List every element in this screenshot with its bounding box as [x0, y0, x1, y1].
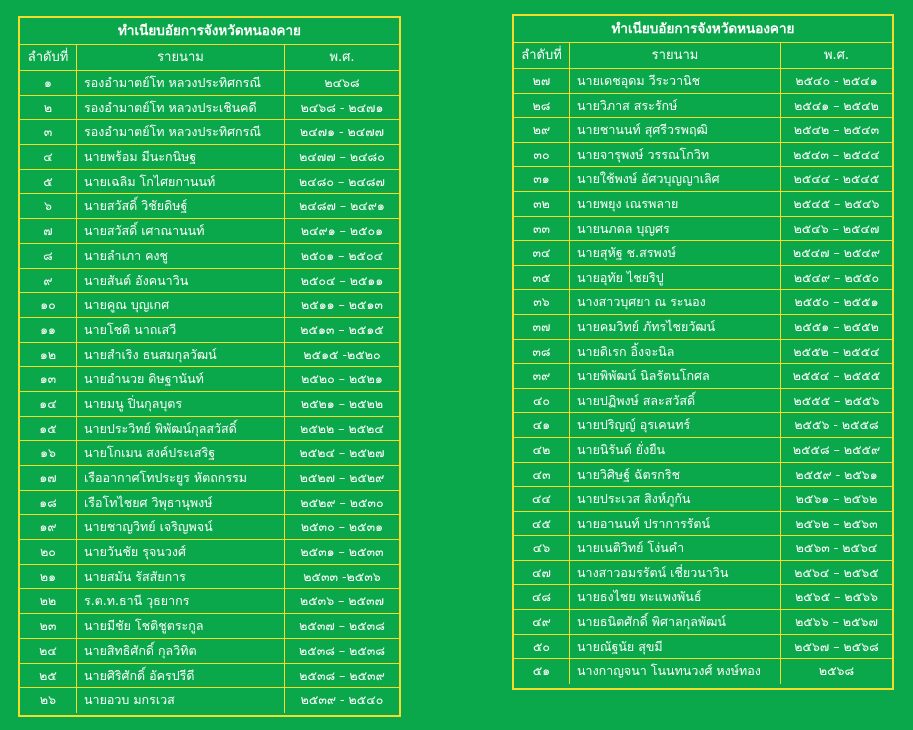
cell-year: ๒๕๑๑ – ๒๕๑๓	[301, 297, 383, 313]
table-row	[514, 290, 892, 315]
cell-year: ๒๔๗๗ – ๒๔๘๐	[299, 149, 385, 165]
cell-name: นายโชติ นาถเสวี	[77, 318, 285, 342]
cell-order: ๓๕	[514, 266, 570, 290]
cell-year: ๒๕๕๔ – ๒๕๕๕	[792, 368, 881, 384]
cell-order: ๒๑	[20, 565, 77, 589]
table-row	[514, 94, 892, 119]
cell-year: ๒๕๑๓ – ๒๕๑๕	[300, 321, 384, 337]
cell-name: นายเดชอุดม วีระวานิช	[570, 69, 781, 93]
cell-name: นายลำเภา คงชู	[77, 244, 285, 268]
table-row	[514, 561, 892, 586]
cell-name: ร.ต.ท.ธานี วุธยากร	[77, 589, 285, 613]
cell-name: นายชาญวิทย์ เจริญพจน์	[77, 515, 285, 539]
table-row	[514, 536, 892, 561]
header-year: พ.ศ.	[823, 48, 850, 63]
cell-order: ๒๐	[20, 540, 77, 564]
table-row	[514, 438, 892, 463]
table-row	[20, 96, 399, 121]
cell-name: นายมีชัย โชติชูตระกูล	[77, 614, 285, 638]
cell-year: ๒๕๖๔ – ๒๕๖๕	[794, 564, 879, 580]
cell-year: ๒๕๕๖ - ๒๕๕๘	[794, 417, 879, 433]
table-row	[20, 392, 399, 417]
cell-name: นายสิทธิศักดิ์ กุลวิทิต	[77, 639, 285, 663]
cell-year: ๒๕๒๑ – ๒๕๒๒	[300, 395, 384, 411]
cell-name: นายปฏิพงษ์ สละสวัสดิ์	[570, 389, 781, 413]
cell-order: ๓๖	[514, 290, 570, 314]
header-name: รายนาม	[77, 45, 285, 70]
cell-order: ๔๓	[514, 463, 570, 487]
table-row	[20, 367, 399, 392]
table-row	[20, 71, 399, 96]
cell-year: ๒๕๐๔ – ๒๕๑๑	[300, 272, 384, 288]
cell-name: นายวิศิษฐ์ ฉัตรกริช	[570, 463, 781, 487]
cell-name: นายสุหัฐ ช.สรพงษ์	[570, 241, 781, 265]
cell-order: ๓๑	[514, 167, 570, 191]
cell-year: ๒๕๓๓ -๒๕๓๖	[303, 568, 381, 584]
cell-order: ๗	[20, 219, 77, 243]
table-title: ทำเนียบอัยการจังหวัดหนองคาย	[514, 16, 892, 43]
cell-order: ๓๔	[514, 241, 570, 265]
cell-order: ๔๔	[514, 487, 570, 511]
cell-name: รองอำมาตย์โท หลวงประทิศกรณี	[77, 120, 285, 144]
table-row	[20, 441, 399, 466]
table-row	[20, 614, 399, 639]
cell-year: ๒๕๔๑ – ๒๕๔๒	[794, 97, 879, 113]
table-body	[20, 71, 399, 713]
cell-order: ๔	[20, 145, 77, 169]
table-row	[20, 565, 399, 590]
cell-order: ๔๒	[514, 438, 570, 462]
cell-order: ๓๗	[514, 315, 570, 339]
cell-order: ๒๒	[20, 589, 77, 613]
cell-order: ๔๘	[514, 585, 570, 609]
cell-year: ๒๕๖๑ – ๒๕๖๒	[795, 491, 878, 507]
cell-name: รองอำมาตย์โท หลวงประทิศกรณี	[77, 71, 285, 95]
table-row	[514, 364, 892, 389]
cell-year: ๒๕๒๒ – ๒๕๒๔	[300, 420, 384, 436]
table-row	[20, 343, 399, 368]
cell-order: ๑๒	[20, 343, 77, 367]
cell-name: นายสวัสดิ์ เศาณานนท์	[77, 219, 285, 243]
cell-year: ๒๕๖๕ – ๒๕๖๖	[795, 589, 878, 605]
table-row	[20, 688, 399, 713]
cell-year: ๒๕๕๒ – ๒๕๕๔	[793, 343, 880, 359]
cell-name: นายจารุพงษ์ วรรณโกวิท	[570, 143, 781, 167]
cell-name: นายประเวส สิงห์ภูกัน	[570, 487, 781, 511]
table-row	[20, 664, 399, 689]
table-row	[20, 145, 399, 170]
cell-name: นายคมวิทย์ ภัทรไชยวัฒน์	[570, 315, 781, 339]
cell-order: ๒๙	[514, 118, 570, 142]
cell-order: ๓๐	[514, 143, 570, 167]
header-year: พ.ศ.	[329, 50, 355, 65]
cell-name: นายศิริศักดิ์ อัครปรีดี	[77, 664, 285, 688]
cell-order: ๑๓	[20, 367, 77, 391]
cell-order: ๑๖	[20, 441, 77, 465]
cell-year: ๒๕๕๐ – ๒๕๕๑	[794, 294, 879, 310]
table-row	[20, 318, 399, 343]
cell-name: นายพิพัฒน์ นิลรัตนโกศล	[570, 364, 781, 388]
cell-year: ๒๕๔๗ – ๒๕๔๙	[792, 245, 881, 261]
cell-order: ๒	[20, 96, 77, 120]
cell-order: ๔๐	[514, 389, 570, 413]
table-row	[514, 118, 892, 143]
table-header	[514, 43, 892, 69]
cell-order: ๓๓	[514, 217, 570, 241]
cell-order: ๑๙	[20, 515, 77, 539]
header-order: ลำดับที่	[514, 43, 570, 68]
cell-name: เรือโทไชยศ วิพุธานุพงษ์	[77, 491, 285, 515]
cell-order: ๑๔	[20, 392, 77, 416]
table-row	[514, 413, 892, 438]
cell-year: ๒๕๓๘ – ๒๕๓๙	[299, 667, 385, 683]
cell-order: ๘	[20, 244, 77, 268]
table-row	[20, 491, 399, 516]
table-row	[514, 192, 892, 217]
cell-year: ๒๕๕๕ – ๒๕๕๖	[793, 392, 880, 408]
cell-name: นางสาวบุศยา ณ ระนอง	[570, 290, 781, 314]
table-row	[514, 635, 892, 660]
cell-name: นายสันต์ อังคนาวิน	[77, 269, 285, 293]
cell-name: เรืออากาศโทประยูร หัตถกรรม	[77, 466, 285, 490]
cell-order: ๒๔	[20, 639, 77, 663]
cell-order: ๒๘	[514, 94, 570, 118]
cell-order: ๒๗	[514, 69, 570, 93]
cell-year: ๒๕๕๙ - ๒๕๖๑	[795, 466, 878, 482]
cell-year: ๒๕๔๐ - ๒๕๔๑	[795, 73, 878, 88]
cell-year: ๒๔๙๑ – ๒๕๐๑	[300, 223, 384, 239]
cell-year: ๒๕๖๖ – ๒๕๖๗	[795, 614, 878, 630]
cell-name: นายอานนท์ ปราการรัตน์	[570, 512, 781, 536]
cell-year: ๒๕๔๔ - ๒๕๔๕	[793, 171, 880, 187]
cell-order: ๓	[20, 120, 77, 144]
cell-year: ๒๕๒๙ – ๒๕๓๐	[300, 494, 384, 510]
table-header	[20, 45, 399, 71]
cell-name: นางสาวอมรรัตน์ เชี่ยวนาวิน	[570, 561, 781, 585]
table-row	[514, 463, 892, 488]
table-row	[514, 487, 892, 512]
table-row	[514, 266, 892, 291]
cell-name: นายเฉลิม โกไศยกานนท์	[77, 170, 285, 194]
cell-order: ๑๗	[20, 466, 77, 490]
table-body	[514, 69, 892, 684]
cell-year: ๒๕๓๗ – ๒๕๓๘	[299, 618, 385, 634]
table-row	[514, 69, 892, 94]
cell-name: นายประวิทย์ พิพัฒน์กุลสวัสดิ์	[77, 417, 285, 441]
cell-order: ๒๖	[20, 688, 77, 713]
cell-order: ๑๑	[20, 318, 77, 342]
cell-year: ๒๕๕๑ – ๒๕๕๒	[794, 318, 879, 334]
cell-year: ๒๕๔๖ – ๒๕๔๗	[793, 220, 880, 236]
table-title: ทำเนียบอัยการจังหวัดหนองคาย	[20, 18, 399, 45]
cell-year: ๒๕๓๘ – ๒๕๓๘	[299, 642, 385, 658]
cell-name: นายวันชัย รุจนวงศ์	[77, 540, 285, 564]
cell-name: นายสมัน รัสสัยการ	[77, 565, 285, 589]
cell-name: นายพยุง เณรพลาย	[570, 192, 781, 216]
cell-year: ๒๕๖๓ - ๒๕๖๔	[795, 540, 878, 556]
cell-name: นายอวบ มกรเวส	[77, 688, 285, 713]
cell-year: ๒๕๓๐ – ๒๕๓๑	[300, 519, 384, 535]
table-row	[514, 340, 892, 365]
table-row	[514, 143, 892, 168]
cell-year: ๒๕๔๕ – ๒๕๔๖	[793, 195, 880, 211]
table-row	[20, 540, 399, 565]
cell-order: ๙	[20, 269, 77, 293]
cell-year: ๒๕๖๗ – ๒๕๖๘	[794, 638, 879, 654]
cell-year: ๒๕๓๖ – ๒๕๓๗	[299, 593, 385, 609]
cell-order: ๕	[20, 170, 77, 194]
cell-name: นายนิรันด์ ยั่งยืน	[570, 438, 781, 462]
cell-order: ๕๐	[514, 635, 570, 659]
cell-order: ๓๒	[514, 192, 570, 216]
table-row	[514, 167, 892, 192]
cell-name: นายชานนท์ สุศรีวรพฤฒิ	[570, 118, 781, 142]
cell-order: ๑๐	[20, 293, 77, 317]
cell-order: ๑๘	[20, 491, 77, 515]
cell-year: ๒๔๖๘	[324, 75, 360, 90]
table-row	[514, 241, 892, 266]
cell-name: นายใช้พงษ์ อัศวบุญญาเลิศ	[570, 167, 781, 191]
cell-name: นายธงไชย ทะแพงพันธ์	[570, 585, 781, 609]
cell-name: นายมนู ปิ่นกุลบุตร	[77, 392, 285, 416]
cell-year: ๒๕๐๑ – ๒๕๐๔	[300, 247, 384, 263]
cell-order: ๕๑	[514, 659, 570, 684]
table-row	[20, 417, 399, 442]
table-row	[20, 639, 399, 664]
cell-order: ๔๖	[514, 536, 570, 560]
cell-name: นางกาญจนา โนนทนวงศ์ หงษ์ทอง	[570, 659, 781, 684]
table-row	[20, 120, 399, 145]
cell-order: ๓๘	[514, 340, 570, 364]
cell-name: รองอำมาตย์โท หลวงประเชินคดี	[77, 96, 285, 120]
header-name: รายนาม	[570, 43, 781, 68]
table-row	[514, 217, 892, 242]
cell-year: ๒๔๖๘ - ๒๔๗๑	[300, 99, 384, 115]
cell-year: ๒๕๒๗ – ๒๕๒๙	[299, 470, 385, 485]
table-row	[20, 244, 399, 269]
cell-name: นายสวัสดิ์ วิชัยดิษฐ์	[77, 194, 285, 218]
cell-year: ๒๕๖๒ – ๒๕๖๓	[795, 515, 878, 531]
prosecutor-list-table-right	[512, 14, 894, 690]
table-row	[20, 269, 399, 294]
table-row	[514, 659, 892, 684]
table-row	[20, 194, 399, 219]
table-row	[20, 219, 399, 244]
cell-order: ๓๙	[514, 364, 570, 388]
cell-order: ๔๑	[514, 413, 570, 437]
prosecutor-list-table-left	[18, 16, 401, 717]
table-row	[20, 466, 399, 491]
cell-year: ๒๕๔๓ – ๒๕๔๔	[793, 146, 880, 162]
table-row	[514, 389, 892, 414]
table-row	[514, 315, 892, 340]
cell-name: นายพร้อม มีนะกนิษฐ	[77, 145, 285, 169]
cell-year: ๒๕๒๔ – ๒๕๒๗	[299, 445, 385, 461]
cell-year: ๒๔๘๗ – ๒๔๙๑	[299, 198, 385, 214]
cell-year: ๒๕๔๒ – ๒๕๔๓	[793, 122, 880, 138]
cell-order: ๒๓	[20, 614, 77, 638]
cell-year: ๒๕๕๘ – ๒๕๕๙	[792, 441, 881, 457]
cell-year: ๒๕๓๑ – ๒๕๓๓	[300, 544, 384, 560]
cell-order: ๔๕	[514, 512, 570, 536]
table-row	[20, 589, 399, 614]
table-row	[20, 293, 399, 318]
table-row	[514, 585, 892, 610]
cell-order: ๑๕	[20, 417, 77, 441]
cell-name: นายสำเริง ธนสมกุลวัฒน์	[77, 343, 285, 367]
table-row	[514, 610, 892, 635]
cell-name: นายธนิตศักดิ์ พิศาลกุลพัฒน์	[570, 610, 781, 634]
cell-order: ๒๕	[20, 664, 77, 688]
header-order: ลำดับที่	[20, 45, 77, 70]
cell-year: ๒๔๗๑ - ๒๔๗๗	[300, 124, 384, 140]
table-row	[514, 512, 892, 537]
cell-name: นายคูณ บุญเกศ	[77, 293, 285, 317]
cell-year: ๒๔๘๐ – ๒๔๘๗	[299, 173, 385, 189]
cell-year: ๒๕๖๘	[818, 663, 855, 679]
cell-name: นายอำนวย ดิษฐานันท์	[77, 367, 285, 391]
cell-order: ๖	[20, 194, 77, 218]
cell-order: ๔๙	[514, 610, 570, 634]
cell-year: ๒๕๓๙ - ๒๕๔๐	[300, 692, 384, 708]
cell-year: ๒๕๔๙ – ๒๕๕๐	[793, 269, 880, 285]
cell-name: นายเนติวิทย์ โง่นคำ	[570, 536, 781, 560]
cell-name: นายนภดล บุญศร	[570, 217, 781, 241]
cell-year: ๒๕๑๕ -๒๕๒๐	[303, 346, 381, 362]
table-row	[20, 515, 399, 540]
cell-order: ๔๗	[514, 561, 570, 585]
cell-name: นายปริญญ์ อุรเคนทร์	[570, 413, 781, 437]
table-row	[20, 170, 399, 195]
cell-name: นายอุทัย ไชยริปู	[570, 266, 781, 290]
cell-name: นายดิเรก อิ้งจะนิล	[570, 340, 781, 364]
cell-name: นายโกเมน สงค์ประเสริฐ	[77, 441, 285, 465]
cell-name: นายณัฐนัย สุขมี	[570, 635, 781, 659]
cell-order: ๑	[20, 71, 77, 95]
cell-name: นายวิภาส สระรักษ์	[570, 94, 781, 118]
cell-year: ๒๕๒๐ – ๒๕๒๑	[301, 371, 383, 387]
